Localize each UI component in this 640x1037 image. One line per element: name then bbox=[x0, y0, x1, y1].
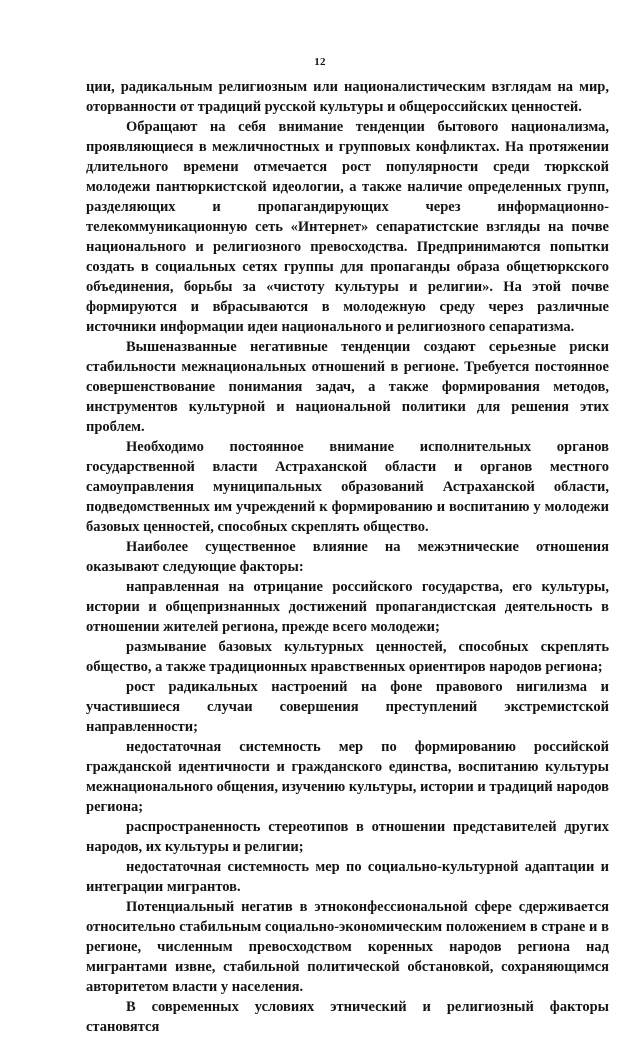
factor-item: распространенность стереотипов в отношении представителей других народов, их культуры и религии; bbox=[86, 819, 609, 855]
factor-item: недостаточная системность мер по социально-культурной адаптации и интеграции мигрантов. bbox=[86, 859, 609, 895]
paragraph-continuation: ции, радикальным религиозным или националистическим взглядам на мир, оторванности от традиций русской культуры и общероссийских ценностей. bbox=[86, 79, 609, 115]
paragraph-negative-restrained: Потенциальный негатив в этноконфессиональной сфере сдерживается относительно стабильным социально-экономическим положением в стране и в регионе, численным превосходством коренных народов региона над мигрантами извне, стабильной политической обстановкой, сохраняющимся авторитетом власти у населения. bbox=[86, 899, 609, 995]
factor-item: рост радикальных настроений на фоне правового нигилизма и участившиеся случаи совершения преступлений экстремистской направленности; bbox=[86, 679, 609, 735]
paragraph-modern-conditions: В современных условиях этнический и религиозный факторы становятся bbox=[86, 999, 609, 1035]
paragraph-factors-intro: Наиболее существенное влияние на межэтнические отношения оказывают следующие факторы: bbox=[86, 539, 609, 575]
page-number: 12 bbox=[314, 56, 326, 68]
paragraph-authorities-attention: Необходимо постоянное внимание исполнительных органов государственной власти Астраханской области и органов местного самоуправления муниципальных образований Астраханской области, подведомственных им учреждений к формированию и воспитанию у молодежи базовых ценностей, способных скреплять общество. bbox=[86, 439, 609, 535]
paragraph-household-nationalism: Обращают на себя внимание тенденции бытового национализма, проявляющиеся в межличностных и групповых конфликтах. На протяжении длительного времени отмечается рост популярности среди тюркской молодежи пантюркистской идеологии, а также наличие определенных групп, разделяющих и пропагандирующих через информационно-телекоммуникационную сеть «Интернет» сепаратистские взгляды на почве национального и религиозного превосходства. Предпринимаются попытки создать в социальных сетях группы для пропаганды образа общетюркского объединения, борьбы за «чистоту культуры и религии». На этой почве формируются и вбрасываются в молодежную среду через различные источники информации идеи национального и религиозного сепаратизма. bbox=[86, 119, 609, 335]
factor-item: недостаточная системность мер по формированию российской гражданской идентичности и гражданского единства, воспитанию культуры межнационального общения, изучению культуры, истории и традиций народов региона; bbox=[86, 739, 609, 815]
factor-item: направленная на отрицание российского государства, его культуры, истории и общепризнанных достижений пропагандистская деятельность в отношении жителей региона, прежде всего молодежи; bbox=[86, 579, 609, 635]
paragraph-stability-risks: Вышеназванные негативные тенденции создают серьезные риски стабильности межнациональных отношений в регионе. Требуется постоянное совершенствование понимания задач, а также формирования методов, инструментов культурной и национальной политики для решения этих проблем. bbox=[86, 339, 609, 435]
factor-item: размывание базовых культурных ценностей, способных скреплять общество, а также традиционных нравственных ориентиров народов региона; bbox=[86, 639, 609, 675]
document-body bbox=[86, 77, 609, 1037]
